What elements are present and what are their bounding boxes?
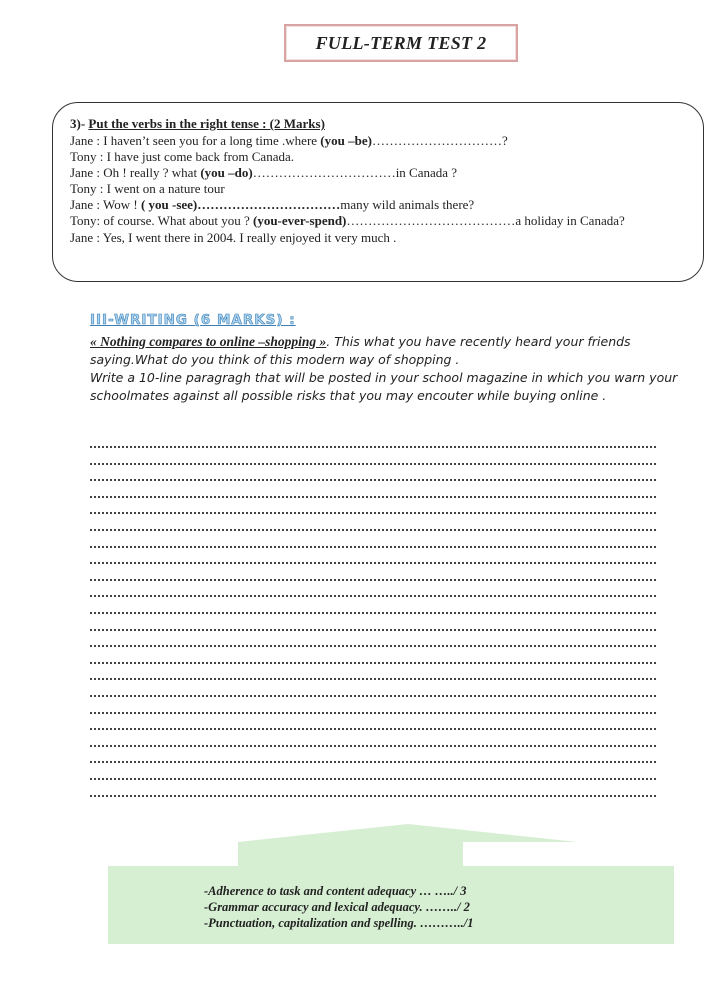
dialogue-line: Jane : I haven’t seen you for a long time .where (you –be)…………………………? bbox=[70, 133, 508, 148]
answer-line bbox=[90, 678, 656, 680]
criterion-grammar: -Grammar accuracy and lexical adequacy. ……../ 2 bbox=[204, 900, 470, 914]
dialogue-line: Tony : I went on a nature tour bbox=[70, 181, 225, 196]
answer-line bbox=[90, 662, 656, 664]
exercise-instruction: Put the verbs in the right tense : (2 Marks) bbox=[88, 116, 325, 131]
answer-line bbox=[90, 712, 656, 714]
answer-line bbox=[90, 761, 656, 763]
answer-line bbox=[90, 595, 656, 597]
answer-line bbox=[90, 745, 656, 747]
answer-line bbox=[90, 695, 656, 697]
answer-line bbox=[90, 496, 656, 498]
answer-line bbox=[90, 645, 656, 647]
answer-line bbox=[90, 795, 656, 797]
exercise-number: 3)- bbox=[70, 116, 86, 131]
dialogue-line: Jane : Oh ! really ? what (you –do)……………………………in Canada ? bbox=[70, 165, 458, 180]
writing-prompt-line: « Nothing compares to online –shopping ». This what you have recently heard your friends bbox=[90, 334, 631, 349]
answer-line bbox=[90, 562, 656, 564]
criterion-punctuation: -Punctuation, capitalization and spelling. ………../1 bbox=[204, 916, 474, 930]
test-title: FULL-TERM TEST 2 bbox=[284, 24, 518, 62]
answer-line bbox=[90, 629, 656, 631]
writing-prompt-line: saying.What do you think of this modern way of shopping . bbox=[90, 352, 460, 367]
answer-line bbox=[90, 579, 656, 581]
answer-line bbox=[90, 479, 656, 481]
answer-line bbox=[90, 446, 656, 448]
dialogue-line: Tony: of course. What about you ? (you-ever-spend)…………………………………a holiday in Canada? bbox=[70, 213, 625, 228]
dialogue-line: Jane : Wow ! ( you -see)……………………………many wild animals there? bbox=[70, 197, 475, 212]
dialogue-line: Jane : Yes, I went there in 2004. I really enjoyed it very much . bbox=[70, 230, 397, 245]
answer-line bbox=[90, 728, 656, 730]
exercise-3-title bbox=[70, 116, 325, 132]
answer-line bbox=[90, 778, 656, 780]
answer-line bbox=[90, 612, 656, 614]
writing-prompt-line: Write a 10-line paragragh that will be posted in your school magazine in which you warn your bbox=[90, 370, 678, 385]
writing-prompt-line: schoolmates against all possible risks that you may encouter while buying online . bbox=[90, 388, 607, 403]
criterion-task: -Adherence to task and content adequacy … …../ 3 bbox=[204, 884, 467, 898]
answer-line bbox=[90, 546, 656, 548]
writing-heading: III-WRITING (6 MARKS) : bbox=[90, 312, 296, 328]
answer-line bbox=[90, 463, 656, 465]
dialogue-line: Tony : I have just come back from Canada. bbox=[70, 149, 294, 164]
answer-line bbox=[90, 512, 656, 514]
answer-line bbox=[90, 529, 656, 531]
